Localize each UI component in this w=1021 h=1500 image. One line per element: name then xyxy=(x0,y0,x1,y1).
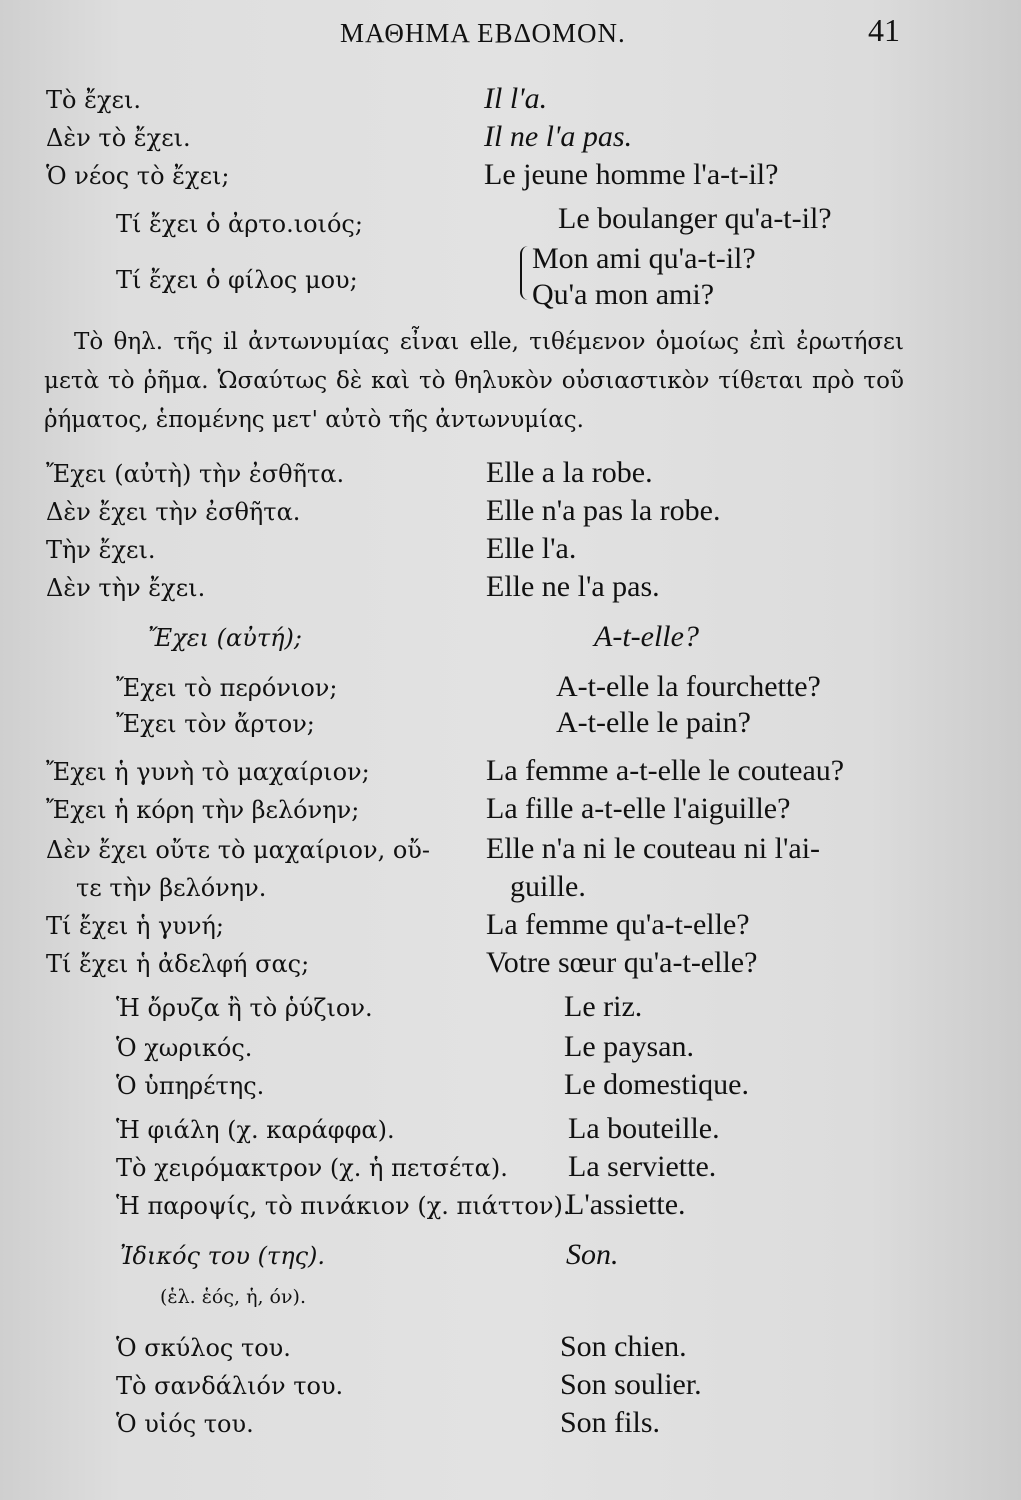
vocab-greek: Ἡ φιάλη (χ. καράφφα). xyxy=(116,1116,395,1144)
vocab-greek: Τὸ χειρόμακτρον (χ. ἡ πετσέτα). xyxy=(116,1154,508,1182)
running-head: ΜΑΘΗΜΑ ΕΒΔΟΜΟΝ. xyxy=(340,18,626,48)
greek-line: Δὲν τὴν ἔχει. xyxy=(46,574,206,602)
greek-line: Τί ἔχει ἡ ἀδελφή σας; xyxy=(46,950,310,978)
greek-line: Ἔχει ἡ κόρη τὴν βελόνην; xyxy=(46,796,360,824)
possessive-greek: Ὁ σκύλος του. xyxy=(116,1334,291,1362)
possessive-french: Son fils. xyxy=(560,1406,661,1439)
french-line: Elle n'a ni le couteau ni l'ai- xyxy=(486,832,821,865)
french-line: Elle ne l'a pas. xyxy=(486,570,660,603)
vocab-greek: Ὁ ὑπηρέτης. xyxy=(116,1072,265,1100)
greek-line: Τί ἔχει ὁ φίλος μου; xyxy=(116,266,358,294)
vocab-french: Le paysan. xyxy=(564,1030,694,1063)
french-line: Il l'a. xyxy=(484,82,548,115)
french-line: La fille a-t-elle l'aiguille? xyxy=(486,792,791,825)
greek-line: Δὲν ἔχει οὔτε τὸ μαχαίριον, οὔ- xyxy=(46,836,430,864)
possessive-heading-french: Son. xyxy=(566,1238,619,1271)
vocab-greek: Ὁ χωρικός. xyxy=(116,1034,253,1062)
possessive-greek: Ὁ υἱός του. xyxy=(116,1410,254,1438)
french-line: Elle l'a. xyxy=(486,532,577,565)
vocab-french: L'assiette. xyxy=(566,1188,686,1221)
greek-line: Τὴν ἔχει. xyxy=(46,536,156,564)
greek-line: Ἔχει (αὐτή); xyxy=(148,624,302,652)
greek-line: Ἔχει ἡ γυνὴ τὸ μαχαίριον; xyxy=(46,758,370,786)
explanation-paragraph: Τὸ θηλ. τῆς il ἀντωνυμίας εἶναι elle, τιθέμενον ὁμοίως ἐπὶ ἐρωτήσει μετὰ τὸ ῥῆμα. Ὡσαύτως δὲ καὶ τὸ θηλυκὸν οὐσιαστικὸν τίθεται πρὸ τοῦ ῥήματος, ἑπομένης μετ' αὐτὸ τῆς ἀντωνυμίας. xyxy=(44,329,904,433)
vocab-greek: Ἡ ὄρυζα ἢ τὸ ῥύζιον. xyxy=(116,994,373,1022)
possessive-french: Son soulier. xyxy=(560,1368,702,1401)
french-line: Le jeune homme l'a-t-il? xyxy=(484,158,779,191)
vocab-french: Le riz. xyxy=(564,990,643,1023)
french-line: Qu'a mon ami? xyxy=(532,278,715,311)
possessive-heading-greek: Ἰδικός του (της). xyxy=(120,1242,326,1270)
greek-line: Τὸ ἔχει. xyxy=(46,86,141,114)
vocab-french: La serviette. xyxy=(568,1150,717,1183)
greek-line: Δὲν ἔχει τὴν ἐσθῆτα. xyxy=(46,498,301,526)
french-line: Le boulanger qu'a-t-il? xyxy=(558,202,832,235)
possessive-french: Son chien. xyxy=(560,1330,687,1363)
greek-line: Ἔχει τὸ περόνιον; xyxy=(116,674,338,702)
french-line: La femme a-t-elle le couteau? xyxy=(486,754,845,787)
french-line: A-t-elle le pain? xyxy=(556,706,751,739)
french-line: A-t-elle la fourchette? xyxy=(556,670,821,703)
possessive-greek: Τὸ σανδάλιόν του. xyxy=(116,1372,344,1400)
french-line: guille. xyxy=(510,870,586,903)
greek-line: Τί ἔχει ὁ ἀρτο.ιοιός; xyxy=(116,210,363,238)
french-line: Il ne l'a pas. xyxy=(484,120,633,153)
vocab-greek: Ἡ παροψίς, τὸ πινάκιον (χ. πιάττον). xyxy=(116,1192,571,1220)
french-line: Elle a la robe. xyxy=(486,456,653,489)
french-line: La femme qu'a-t-elle? xyxy=(486,908,750,941)
french-line: A-t-elle? xyxy=(594,620,699,653)
greek-line: Τί ἔχει ἡ γυνή; xyxy=(46,912,224,940)
greek-line: Ἔχει τὸν ἄρτον; xyxy=(116,710,315,738)
vocab-french: La bouteille. xyxy=(568,1112,720,1145)
greek-line: Ἔχει (αὐτὴ) τὴν ἐσθῆτα. xyxy=(46,460,345,488)
vocab-french: Le domestique. xyxy=(564,1068,749,1101)
brace xyxy=(520,246,532,300)
greek-line: Δὲν τὸ ἔχει. xyxy=(46,124,191,152)
french-line: Votre sœur qu'a-t-elle? xyxy=(486,946,758,979)
page-number: 41 xyxy=(868,12,900,48)
french-line: Mon ami qu'a-t-il? xyxy=(532,242,756,275)
possessive-subheading-greek: (ἑλ. ἑός, ἡ, όν). xyxy=(160,1286,306,1308)
greek-line: τε τὴν βελόνην. xyxy=(76,874,267,902)
french-line: Elle n'a pas la robe. xyxy=(486,494,721,527)
greek-line: Ὁ νέος τὸ ἔχει; xyxy=(46,162,230,190)
